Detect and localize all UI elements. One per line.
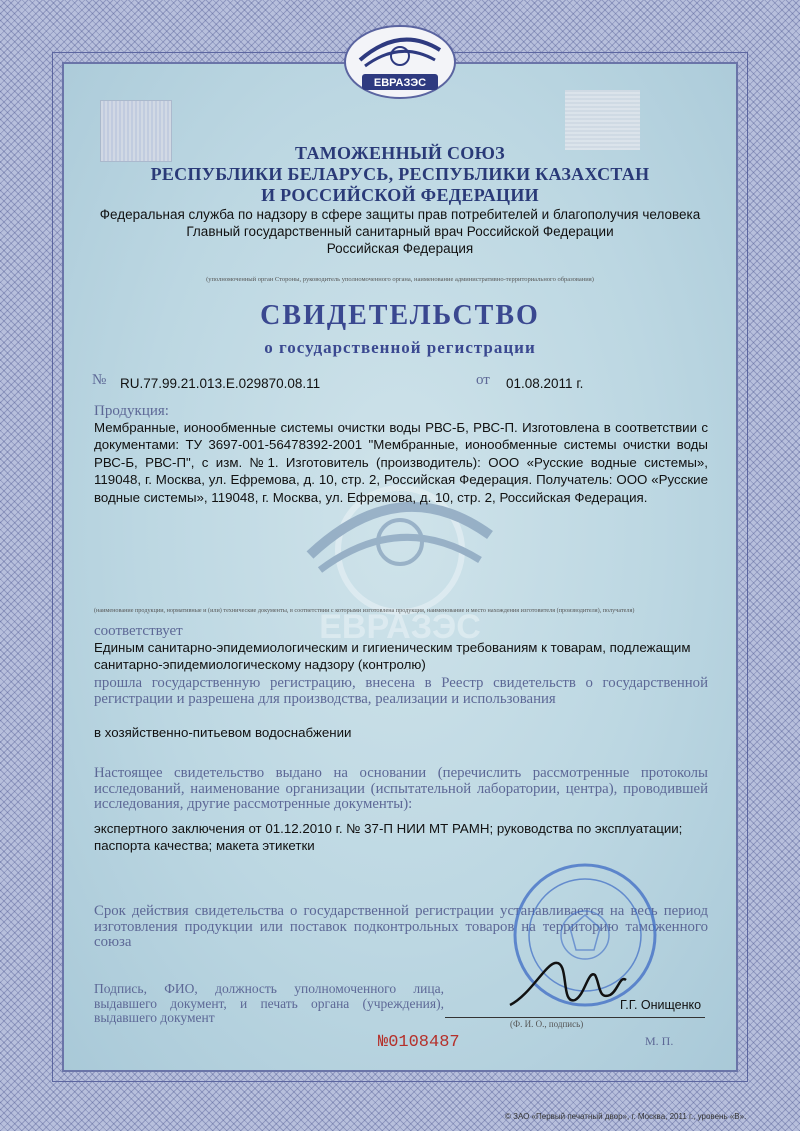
registration-label: прошла государственную регистрацию, внесена в Реестр свидетельств о государственной регистрации и разрешена для производства, реализации и использования (94, 675, 708, 707)
serial-number: №0108487 (378, 1033, 460, 1052)
document-subtitle: о государственной регистрации (264, 338, 536, 357)
product-label: Продукция: (94, 403, 169, 419)
product-caption: (наименование продукции, нормативные и (или) технические документы, в соответствии с которыми изготовлена продукция, наименование и место нахождения изготовителя (производителя), получателя) (94, 607, 635, 614)
basis-label: Настоящее свидетельство выдано на основании (перечислить рассмотренные протоколы исследований, наименование организации (испытательной лаборатории, центра), проводившей исследования, другие рассмотренные документы): (94, 765, 708, 812)
authority-line: Главный государственный санитарный врач Российской Федерации (186, 224, 614, 239)
evrazes-emblem-icon (340, 20, 460, 100)
union-line: И РОССИЙСКОЙ ФЕДЕРАЦИИ (261, 185, 539, 205)
svg-text:ЕВРАЗЭС: ЕВРАЗЭС (319, 608, 481, 646)
compliance-text: Единым санитарно-эпидемиологическим и гигиеническим требованиям к товарам, подлежащим санитарно-эпидемиологическому надзору (контролю) (94, 640, 691, 673)
handwritten-signature-icon (500, 945, 650, 1025)
signature-line (445, 1017, 705, 1018)
authority-line: Федеральная служба по надзору в сфере защиты прав потребителей и благополучия человека (99, 207, 701, 222)
mp-label: М. П. (645, 1034, 674, 1048)
union-line: РЕСПУБЛИКИ БЕЛАРУСЬ, РЕСПУБЛИКИ КАЗАХСТАН (150, 164, 650, 184)
printer-footer: © ЗАО «Первый печатный двор», г. Москва, 2011 г., уровень «В». (505, 1112, 747, 1121)
authority-line: Российская Федерация (326, 241, 474, 256)
authority-caption: (уполномоченный орган Стороны, руководитель уполномоченного органа, наименование административно-территориального образования) (206, 276, 594, 283)
emblem-label: ЕВРАЗЭС (373, 77, 427, 89)
customs-union-header (90, 143, 710, 206)
document-title: СВИДЕТЕЛЬСТВО (260, 300, 540, 331)
registration-text: в хозяйственно-питьевом водоснабжении (94, 725, 352, 740)
certificate-number: RU.77.99.21.013.E.029870.08.11 (120, 376, 321, 391)
basis-text: экспертного заключения от 01.12.2010 г. № 37-П НИИ МТ РАМН; руководства по эксплуатации; паспорта качества; макета этикетки (94, 821, 683, 854)
number-prefix: № (92, 372, 107, 388)
union-line: ТАМОЖЕННЫЙ СОЮЗ (295, 143, 505, 163)
signature-label: Подпись, ФИО, должность уполномоченного лица, выдавшего документ, и печать органа (учреждения), выдавшего документ (94, 981, 444, 1025)
authority-block (80, 206, 720, 257)
product-text: Мембранные, ионообменные системы очистки воды РВС-Б, РВС-П. Изготовлена в соответствии с документами: ТУ 3697-001-56478392-2001 "Мембранные, ионообменные системы очистки воды РВС-Б, РВС-П", с изм. №1. Изготовитель (производитель): ООО «Русские водные системы», 119048, г. Москва, ул. Ефремова, д. 10, стр. 2, Российская Федерация. Получатель: ООО «Русские водные системы», 119048, г. Москва, ул. Ефремова, д. 10, стр. 2, Российская Федерация. (94, 420, 708, 505)
validity-text: Срок действия свидетельства о государственной регистрации устанавливается на весь период изготовления продукции или поставок подконтрольных товаров на территорию таможенного союза (94, 903, 708, 950)
compliance-label: соответствует (94, 623, 183, 639)
signature-caption: (Ф. И. О., подпись) (510, 1019, 584, 1029)
date-prefix: от (476, 372, 490, 388)
signer-name: Г.Г. Онищенко (620, 998, 702, 1012)
certificate-date: 01.08.2011 г. (506, 376, 584, 391)
hologram-right (565, 90, 640, 150)
